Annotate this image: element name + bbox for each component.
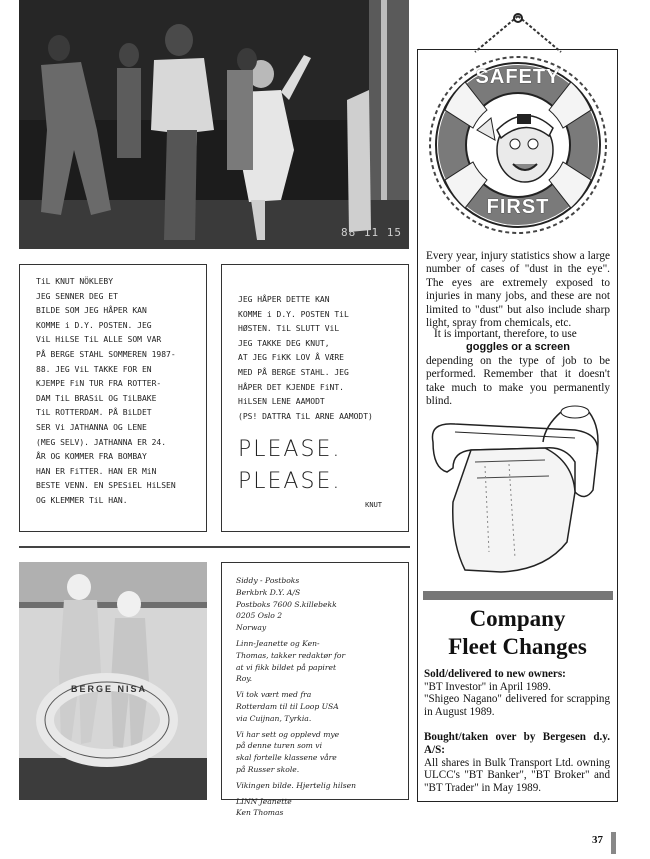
date-stamp: 88 11 15 xyxy=(341,226,402,239)
letter-line: på denne turen som vi xyxy=(236,741,323,751)
dance-photo xyxy=(19,0,409,249)
safety-emphasis: goggles or a screen xyxy=(466,341,570,354)
fleet-header-bar xyxy=(423,591,613,600)
letter-line: Thomas, takker redaktør for xyxy=(236,650,346,660)
letter-two xyxy=(221,264,409,532)
letter-line: BESTE VENN. EN SPESiEL HiLSEN xyxy=(36,481,176,491)
letter-line: (MEG SELV). JATHANNA ER 24. xyxy=(36,437,167,447)
letter-line: Vi tok vært med fra xyxy=(236,690,312,700)
section-divider xyxy=(19,546,410,548)
letter-line: HÅPER DET KJENDE FiNT. xyxy=(238,382,344,392)
letter-line: PÅ BERGE STAHL SOMMEREN 1987- xyxy=(36,349,176,359)
sold-item: "BT Investor" in April 1989. xyxy=(424,680,551,693)
letter-line: DAM TiL BRASiL OG TiLBAKE xyxy=(36,393,157,403)
letter-line: KJEMPE FiN TUR FRA ROTTER- xyxy=(36,379,162,389)
letter-line: skal fortelle klassene våre xyxy=(236,753,337,763)
letter-line: Vi har sett og opplevd mye xyxy=(236,729,340,739)
letter-line: JEG HÅPER DETTE KAN xyxy=(238,295,330,304)
letter-line: Norway xyxy=(236,623,267,633)
letter-line: ÅR OG KOMMER FRA BOMBAY xyxy=(36,452,147,462)
letter-line: JEG TAKKE DEG KNUT, xyxy=(238,338,330,348)
letter-line: JEG SENNER DEG ET xyxy=(36,291,118,301)
lifebuoy-label: BERGE NISA xyxy=(71,684,148,694)
bought-heading: Bought/taken over by Bergesen d.y. A/S: xyxy=(424,731,610,756)
children-photo-image xyxy=(19,562,207,800)
fleet-title-1: Company xyxy=(469,606,566,631)
safety-paragraph xyxy=(426,250,610,330)
letter-line: OG KLEMMER TiL HAN. xyxy=(36,495,128,505)
letter-line: at vi fikk bildet på papiret xyxy=(236,662,337,672)
letter-line: HØSTEN. TiL SLUTT ViL xyxy=(238,324,340,334)
letter-line: Rotterdam til til Loop USA xyxy=(236,701,339,711)
letter-line: 0205 Oslo 2 xyxy=(236,611,283,621)
children-photo xyxy=(19,562,207,800)
face-shield-icon xyxy=(425,402,611,582)
page-number: 37 xyxy=(592,834,603,846)
letter-line: ViL HiLSE TiL ALLE SOM VAR xyxy=(36,335,162,345)
letter-line: Vikingen bilde. Hjertelig hilsen xyxy=(236,780,357,790)
letter-three xyxy=(221,562,409,818)
signature: KNUT xyxy=(365,501,382,510)
fleet-title-2: Fleet Changes xyxy=(448,634,587,659)
letter-line: Ken Thomas xyxy=(236,808,284,818)
letter-line: Berkbrk D.Y. A/S xyxy=(236,587,301,597)
bought-text: All shares in Bulk Transport Ltd. owning ULCC's "BT Banker", "BT Broker" and "BT Trader" in May 1989. xyxy=(424,756,610,794)
letter-line: KOMME i D.Y. POSTEN. JEG xyxy=(36,320,152,330)
letter-line: Linn-Jeanette og Ken- xyxy=(236,638,320,648)
please-text: PLEASE. xyxy=(238,437,342,463)
safety-rest: depending on the type of job to be performed. Remember that it doesn't take much to make you permanently blind. xyxy=(426,354,610,408)
please-text: PLEASE. xyxy=(238,469,342,495)
letter-line: SER Vi JATHANNA OG LENE xyxy=(36,422,147,432)
letter-line: AT JEG FiKK LOV Å VÆRE xyxy=(238,353,344,363)
letter-line: HiLSEN LENE AAMODT xyxy=(238,397,325,407)
letter-line: KOMME i D.Y. POSTEN TiL xyxy=(238,309,349,319)
letter-line: via Cuijnan, Tyrkia. xyxy=(236,713,312,723)
letter-line: LINN Jeanette xyxy=(236,796,292,806)
letter-line: (PS! DATTRA TiL ARNE AAMODT) xyxy=(238,411,373,421)
letter-one xyxy=(19,264,207,532)
letter-line: på Russer skole. xyxy=(236,764,300,774)
letter-line: Roy. xyxy=(236,674,252,684)
fleet-section xyxy=(424,668,610,794)
safety-paragraph-2 xyxy=(426,328,610,408)
safety-lead: It is important, therefore, to use xyxy=(434,328,577,340)
letter-line: 88. JEG ViL TAKKE FOR EN xyxy=(36,364,152,374)
sold-heading: Sold/delivered to new owners: xyxy=(424,668,566,680)
letter-line: MED PÅ BERGE STAHL. JEG xyxy=(238,367,349,377)
dance-photo-image xyxy=(19,0,409,249)
face-shield-illustration xyxy=(425,402,611,582)
ring-text-top: SAFETY xyxy=(475,66,561,88)
safety-first-emblem xyxy=(425,10,611,242)
page-number-bar xyxy=(611,832,616,854)
letter-line: HAN ER FiTTER. HAN ER MiN xyxy=(36,466,157,476)
ring-text-bottom: FIRST xyxy=(486,196,550,218)
safety-text-1: Every year, injury statistics show a large number of cases of "dust in the eye". The eyes are extremely exposed to injuries in many jobs, and these are not limited to "dust" but also include sharp light, spray from chemicals, etc. xyxy=(426,250,610,330)
letter-line: BILDE SOM JEG HÅPER KAN xyxy=(36,306,147,316)
letter-line: Postboks 7600 S.killebekk xyxy=(236,599,337,609)
letter-line: Siddy - Postboks xyxy=(236,576,300,585)
letter-line: TiL KNUT NÖKLEBY xyxy=(36,277,114,286)
letter-line: TiL ROTTERDAM. PÅ BiLDET xyxy=(36,408,152,418)
sold-item: "Shigeo Nagano" delivered for scrapping in August 1989. xyxy=(424,693,610,718)
